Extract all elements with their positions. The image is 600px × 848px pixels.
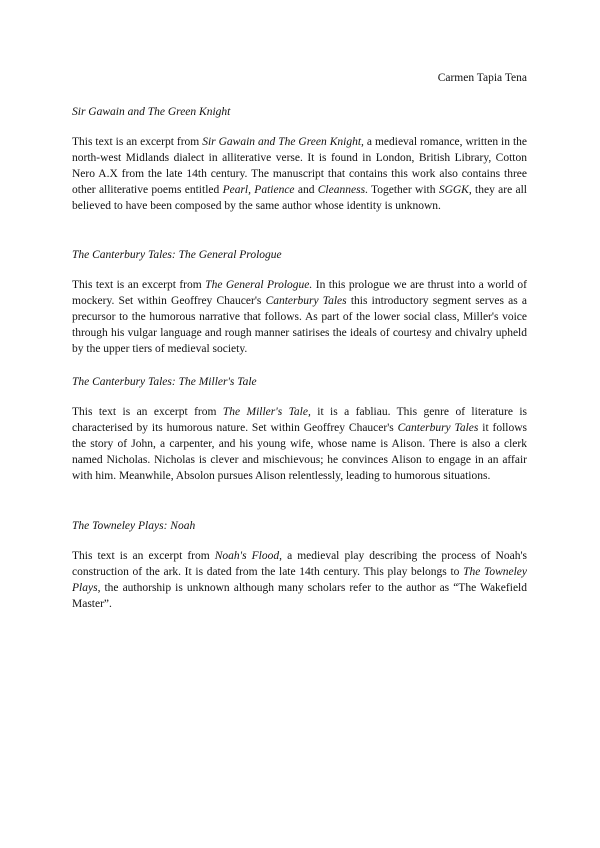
section-paragraph xyxy=(72,548,527,612)
section-heading: The Towneley Plays: Noah xyxy=(72,520,196,532)
text-run: In this prologue we are thrust into a world of mockery. Set within Geoffrey Chaucer's xyxy=(72,279,528,307)
section-paragraph xyxy=(72,277,527,357)
section-millers-tale xyxy=(72,374,527,484)
text-run: . Together with xyxy=(365,184,439,196)
text-run: a medieval romance, written in the north-west Midlands dialect in alliterative verse. It is found in London, British Library, Cotton Nero A.X from the late 14th century. The manuscript that contains this work also contains three other alliterative poems entitled xyxy=(72,136,527,196)
title-italic: Cleanness xyxy=(317,184,366,196)
section-towneley-noah xyxy=(72,518,527,612)
section-heading: The Canterbury Tales: The General Prologue xyxy=(72,249,282,261)
author-name: Carmen Tapia Tena xyxy=(437,72,527,84)
section-heading: The Canterbury Tales: The Miller's Tale xyxy=(72,376,257,388)
section-heading: Sir Gawain and The Green Knight xyxy=(72,106,231,118)
title-italic: The General Prologue. xyxy=(205,279,313,291)
title-italic: Noah's Flood xyxy=(214,550,280,562)
section-paragraph xyxy=(72,134,527,214)
text-run: This text is an excerpt from xyxy=(72,136,203,148)
section-sir-gawain xyxy=(72,104,527,214)
section-paragraph xyxy=(72,404,527,484)
text-run: they are all believed to have been composed by the same author whose identity is unknown. xyxy=(72,184,527,212)
title-italic: Canterbury Tales xyxy=(397,422,479,434)
text-run: , a medieval play describing the process of Noah's construction of the ark. It is dated from the late 14th century. This play belongs to xyxy=(72,550,528,578)
title-italic: Pearl, Patience xyxy=(222,184,295,196)
text-run: This text is an excerpt from xyxy=(72,406,223,418)
title-italic: SGGK, xyxy=(438,184,472,196)
text-run: this introductory segment serves as a precursor to the humorous narrative that follows. As part of the lower social class, Miller's voice through his vulgar language and rough manner satirises the ideals of courtesy and chivalry upheld by the upper tiers of medieval society. xyxy=(72,295,528,355)
text-run: it is a fabliau. This genre of literature is characterised by its humorous nature. Set within Geoffrey Chaucer's xyxy=(72,406,528,434)
title-italic: Sir Gawain and The Green Knight, xyxy=(202,136,364,148)
section-general-prologue xyxy=(72,247,527,357)
title-italic: The Miller's Tale, xyxy=(222,406,311,418)
title-italic: The Towneley Plays xyxy=(72,566,527,594)
text-run: and xyxy=(294,184,318,196)
text-run: This text is an excerpt from xyxy=(72,279,206,291)
text-run: it follows the story of John, a carpenter, and his young wife, whose name is Alison. There is also a clerk named Nicholas. Nicholas is clever and mischievous; he convinces Alison to engage in an affair with him. Meanwhile, Absolon pursues Alison relentlessly, leading to humorous situations. xyxy=(72,422,528,482)
text-run: , the authorship is unknown although many scholars refer to the author as “The Wakefield Master”. xyxy=(72,582,527,610)
text-run: This text is an excerpt from xyxy=(72,550,215,562)
title-italic: Canterbury Tales xyxy=(265,295,347,307)
